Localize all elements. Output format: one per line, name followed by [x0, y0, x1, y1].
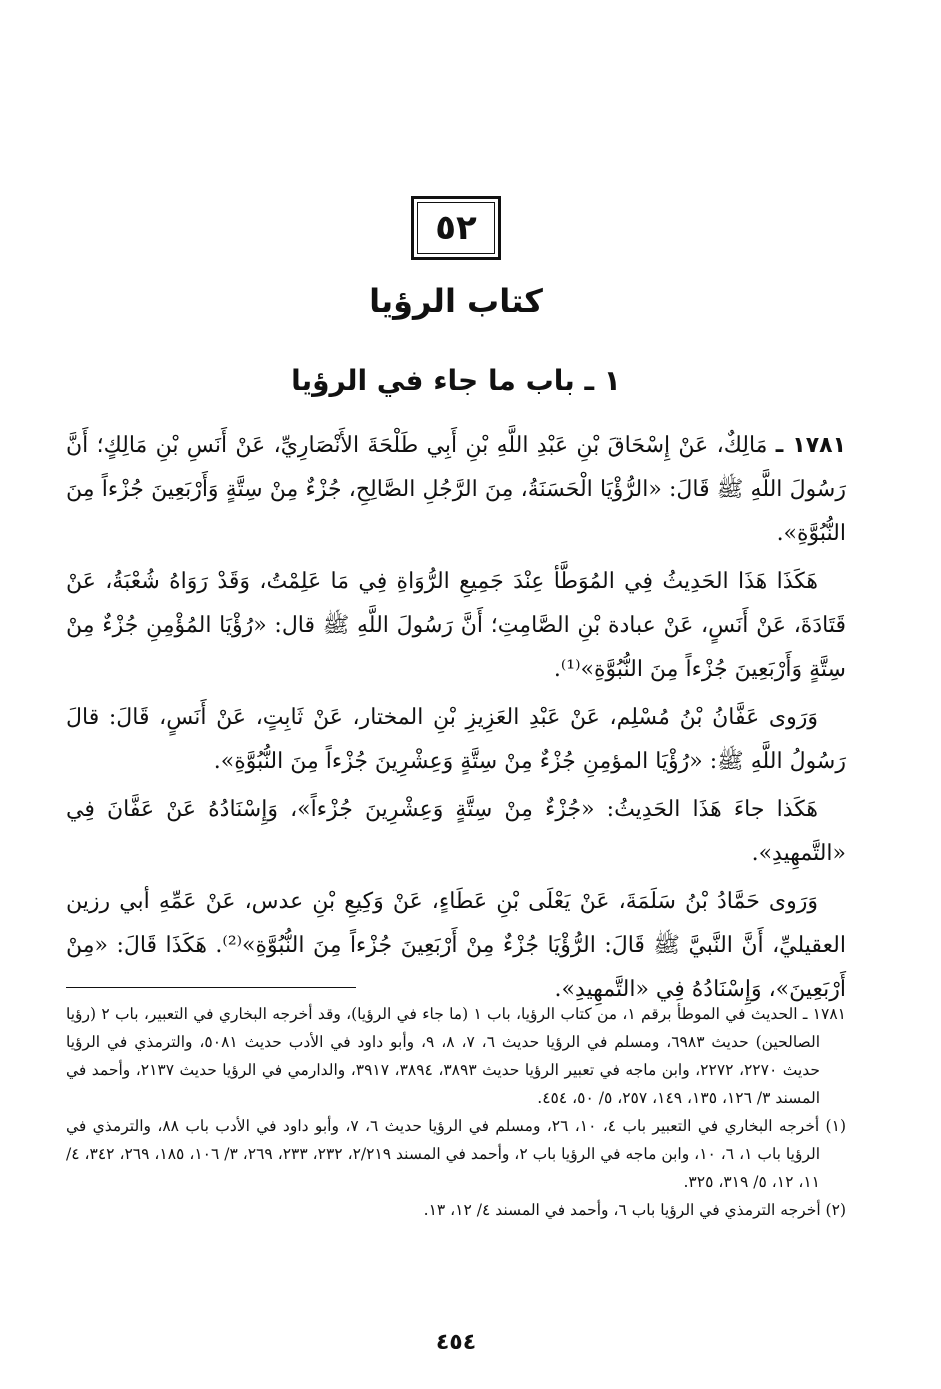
main-text: [66, 424, 846, 1016]
commentary-paragraph-1: هَكَذَا هَذَا الحَدِيثُ فِي المُوَطَّأ عِنْدَ جَمِيعِ الرُّوَاةِ فِي مَا عَلِمْتُ، وَقَدْ رَوَاهُ شُعْبَةُ، عَنْ قَتَادَةَ، عَنْ أَنَسٍ، عَنْ عبادة بْنِ الصَّامِتِ؛ أَنَّ رَسُولَ اللَّهِ ﷺ قال: «رُؤْيَا المُؤْمِنِ جُزْءٌ مِنْ سِتَّةٍ وَأَرْبَعِينَ جُزْءاً مِنَ النُّبُوَّةِ»⁽¹⁾.: [66, 569, 846, 682]
footnote-1: (١) أخرجه البخاري في التعبير باب ٤، ١٠، ٢٦، ومسلم في الرؤيا حديث ٦، ٧، وأبو داود في الأدب باب ٨٨، والترمذي في الرؤيا باب ١، ٦، ١٠، وابن ماجه في الرؤيا باب ٢، وأحمد في المسند ٢/٢١٩، ٢٣٢، ٢٣٣، ٢٦٩، ٣/ ١٠٦، ١٨٥، ٢٦٩، ٣٤٢، ٤/ ١١، ١٢، ٥/ ٣١٩، ٣٢٥.: [66, 1117, 846, 1191]
hadith-text: مَالِكٌ، عَنْ إِسْحَاقَ بْنِ عَبْدِ اللَّهِ بْنِ أَبِي طَلْحَةَ الأَنْصَارِيِّ، عَنْ أَنَسِ بْنِ مَالِكٍ؛ أَنَّ رَسُولَ اللَّهِ ﷺ قَالَ: «الرُّؤْيَا الْحَسَنَةُ، مِنَ الرَّجُلِ الصَّالِحِ، جُزْءٌ مِنْ سِتَّةٍ وَأَرْبَعِينَ جُزْءاً مِنَ النُّبُوَّةِ».: [66, 433, 846, 546]
chapter-number: ٥٢: [435, 208, 477, 248]
hadith-number: ١٧٨١ ـ: [775, 433, 846, 458]
footnote-divider: [66, 987, 356, 988]
hadith-paragraph: [66, 424, 846, 556]
page-number: ٤٥٤: [435, 1330, 477, 1355]
commentary-paragraph-3: هَكَذا جاءَ هَذَا الحَدِيثُ: «جُزْءٌ مِنْ سِتَّةٍ وَعِشْرِينَ جُزْءاً»، وَإِسْنَادُهُ عَنْ عَفَّانَ فِي «التَّمهِيدِ».: [66, 797, 846, 866]
chapter-number-box: [411, 196, 501, 260]
footnotes: [66, 1000, 846, 1224]
footnote-2: (٢) أخرجه الترمذي في الرؤيا باب ٦، وأحمد في المسند ٤/ ١٢، ١٣.: [423, 1201, 846, 1219]
book-title: كتاب الرؤيا: [369, 282, 543, 320]
section-title: ١ ـ باب ما جاء في الرؤيا: [291, 364, 621, 397]
commentary-paragraph-4: وَرَوى حَمَّادُ بْنُ سَلَمَةَ، عَنْ يَعْلَى بْنِ عَطَاءٍ، عَنْ وَكِيعِ بْنِ عدس، عَنْ عَمِّهِ أبي رزين العقيليِّ، أَنَّ النَّبيَّ ﷺ قَالَ: الرُّؤْيَا جُزْءٌ مِنْ أَرْبَعِينَ جُزْءاً مِنَ النُّبُوَّةِ»⁽²⁾. هَكَذَا قَالَ: «مِنْ أَرْبَعِينَ»، وَإِسْنَادُهُ فِي «التَّمهِيدِ».: [66, 889, 846, 1002]
book-page: [66, 0, 846, 1389]
footnote-hadith-1781: ١٧٨١ ـ الحديث في الموطأ برقم ١، من كتاب الرؤيا، باب ١ (ما جاء في الرؤيا)، وقد أخرجه البخاري في التعبير، باب ٢ (رؤيا الصالحين) حديث ٦٩٨٣، ومسلم في الرؤيا حديث ٦، ٧، ٨، ٩، وأبو داود في الأدب حديث ٥٠٨١، والترمذي في الرؤيا حديث ٢٢٧٠، ٢٢٧٢، وابن ماجه في تعبير الرؤيا حديث ٣٨٩٣، ٣٨٩٤، ٣٩١٧، والدارمي في الرؤيا حديث ٢١٣٧، وأحمد في المسند ٣/ ١٢٦، ١٣٥، ١٤٩، ٢٥٧، ٥/ ٥٠، ٤٥٤.: [66, 1005, 846, 1107]
commentary-paragraph-2: وَرَوى عَفَّانُ بْنُ مُسْلِم، عَنْ عَبْدِ العَزِيزِ بْنِ المختار، عَنْ ثَابِتٍ، عَنْ أَنَسٍ، قَالَ: قالَ رَسُولُ اللَّهِ ﷺ: «رُؤْيَا المؤمِنِ جُزْءٌ مِنْ سِتَّةٍ وَعِشْرِينَ جُزْءاً مِنَ النُّبُوَّةِ».: [66, 705, 846, 774]
